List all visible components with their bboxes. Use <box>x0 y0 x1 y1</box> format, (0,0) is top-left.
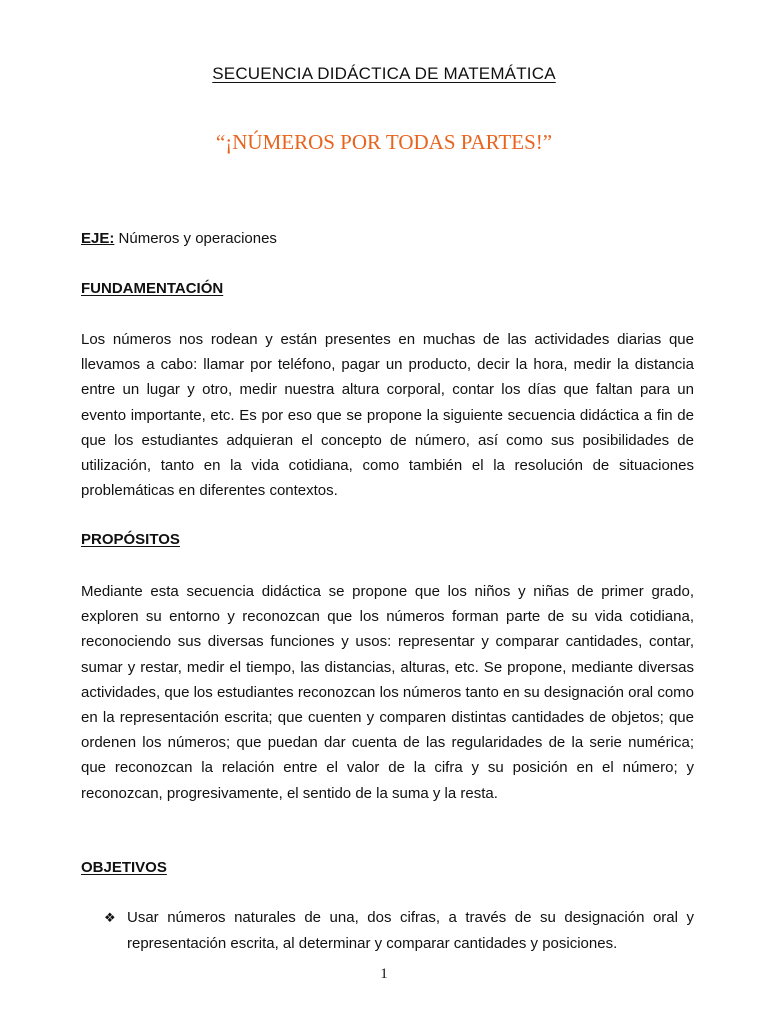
page-number: 1 <box>380 966 388 982</box>
document-title-text: SECUENCIA DIDÁCTICA DE MATEMÁTICA <box>212 64 556 83</box>
document-title <box>0 64 768 84</box>
objetivos-list <box>104 905 694 957</box>
propositos-paragraph: Mediante esta secuencia didáctica se propone que los niños y niñas de primer grado, exploren su entorno y reconozcan que los números forman parte de su vida cotidiana, reconociendo sus diversas funciones y usos: representar y comparar cantidades, contar, sumar y restar, medir el tiempo, las distancias, alturas, etc. Se propone, mediante diversas actividades, que los estudiantes reconozcan los números tanto en su designación oral como en la representación escrita; que cuenten y comparen distintas cantidades de objetos; que ordenen los números; que puedan dar cuenta de las regularidades de la serie numérica; que reconozcan la relación entre el valor de la cifra y su posición en el número; y reconozcan, progresivamente, el sentido de la suma y la resta. <box>81 583 694 802</box>
fundamentacion-paragraph: Los números nos rodean y están presentes en muchas de las actividades diarias que llevamos a cabo: llamar por teléfono, pagar un producto, decir la hora, medir la distancia entre un lugar y otro, medir nuestra altura corporal, contar los días que faltan para un evento importante, etc. Es por eso que se propone la siguiente secuencia didáctica a fin de que los estudiantes adquieran el concepto de número, así como sus posibilidades de utilización, tanto en la vida cotidiana, como también el la resolución de situaciones problemáticas en diferentes contextos. <box>81 331 694 500</box>
fundamentacion-heading: FUNDAMENTACIÓN <box>81 280 224 297</box>
eje-value: Números y operaciones <box>114 230 277 247</box>
diamond-bullet-icon: ❖ <box>104 910 116 925</box>
eje-label: EJE: <box>81 230 115 247</box>
document-subtitle: “¡NÚMEROS POR TODAS PARTES!” <box>215 130 553 154</box>
objetivos-heading: OBJETIVOS <box>81 859 167 876</box>
list-item <box>104 905 694 957</box>
objetivo-text: Usar números naturales de una, dos cifras, a través de su designación oral y representación escrita, al determinar y comparar cantidades y posiciones. <box>127 909 694 952</box>
propositos-heading: PROPÓSITOS <box>81 531 180 548</box>
eje-line <box>81 229 694 249</box>
